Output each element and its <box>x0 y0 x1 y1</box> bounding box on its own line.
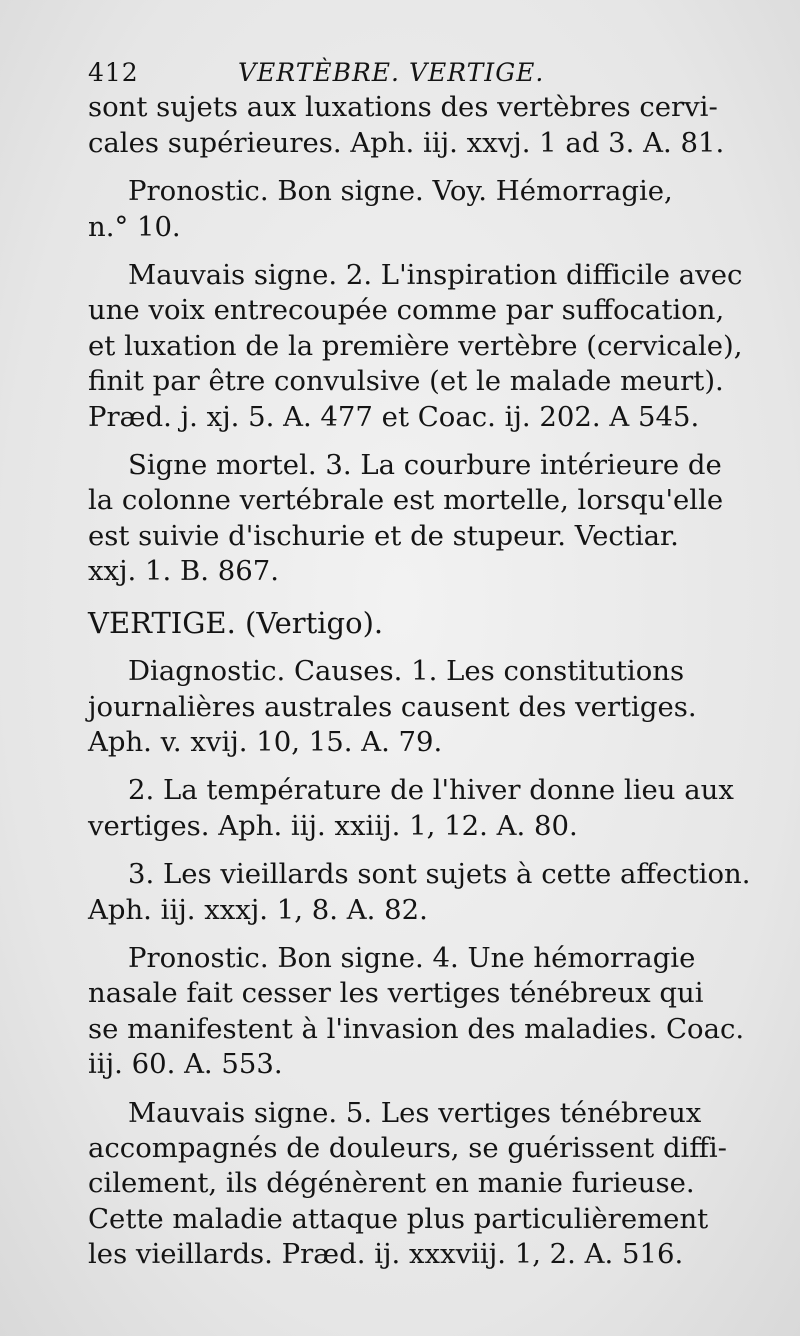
text-line: Pronostic. Bon signe. Voy. Hémorragie, <box>128 175 673 208</box>
text-line: Cette maladie attaque plus particulièrement <box>88 1202 709 1235</box>
text-line: Diagnostic. Causes. 1. Les constitutions <box>128 655 685 688</box>
page-number: 412 <box>88 58 139 87</box>
text-line: est suivie d'ischurie et de stupeur. Vectiar. <box>88 519 679 552</box>
text-line: les vieillards. Præd. ij. xxxviij. 1, 2. A. 516. <box>88 1238 684 1271</box>
text-line: journalières australes causent des vertiges. <box>88 690 697 723</box>
text-line: Signe mortel. 3. La courbure intérieure de <box>128 449 722 482</box>
text-line: Præd. j. xj. 5. A. 477 et Coac. ij. 202. A 545. <box>88 400 700 433</box>
text-line: Aph. v. xvij. 10, 15. A. 79. <box>88 725 443 758</box>
text-line: et luxation de la première vertèbre (cervicale), <box>88 329 743 362</box>
running-header <box>88 55 728 90</box>
running-title: VERTÈBRE. VERTIGE. <box>238 58 545 87</box>
text-line: cales supérieures. Aph. iij. xxvj. 1 ad 3. A. 81. <box>88 126 725 159</box>
text-line: cilement, ils dégénèrent en manie furieuse. <box>88 1167 695 1200</box>
text-line: accompagnés de douleurs, se guérissent diffi- <box>88 1131 727 1164</box>
text-line: 3. Les vieillards sont sujets à cette affection. <box>128 858 751 891</box>
text-line: une voix entrecoupée comme par suffocation, <box>88 294 725 327</box>
text-line: xxj. 1. B. 867. <box>88 555 279 588</box>
text-line: Mauvais signe. 5. Les vertiges ténébreux <box>128 1096 702 1129</box>
text-line: n.° 10. <box>88 210 181 243</box>
section-heading: VERTIGE. (Vertigo). <box>88 605 384 640</box>
text-line: Mauvais signe. 2. L'inspiration difficile avec <box>128 259 743 292</box>
text-line: 2. La température de l'hiver donne lieu aux <box>128 774 734 807</box>
text-line: sont sujets aux luxations des vertèbres cervi- <box>88 91 718 124</box>
text-line: nasale fait cesser les vertiges ténébreux qui <box>88 977 704 1010</box>
text-line: Pronostic. Bon signe. 4. Une hémorragie <box>128 941 696 974</box>
text-line: vertiges. Aph. iij. xxiij. 1, 12. A. 80. <box>88 809 578 842</box>
text-line: iij. 60. A. 553. <box>88 1048 283 1081</box>
text-line: la colonne vertébrale est mortelle, lorsqu'elle <box>88 484 724 517</box>
text-line: se manifestent à l'invasion des maladies. Coac. <box>88 1012 745 1045</box>
text-line: Aph. iij. xxxj. 1, 8. A. 82. <box>88 893 428 926</box>
page-text <box>88 55 751 1273</box>
text-line: finit par être convulsive (et le malade meurt). <box>88 365 724 398</box>
